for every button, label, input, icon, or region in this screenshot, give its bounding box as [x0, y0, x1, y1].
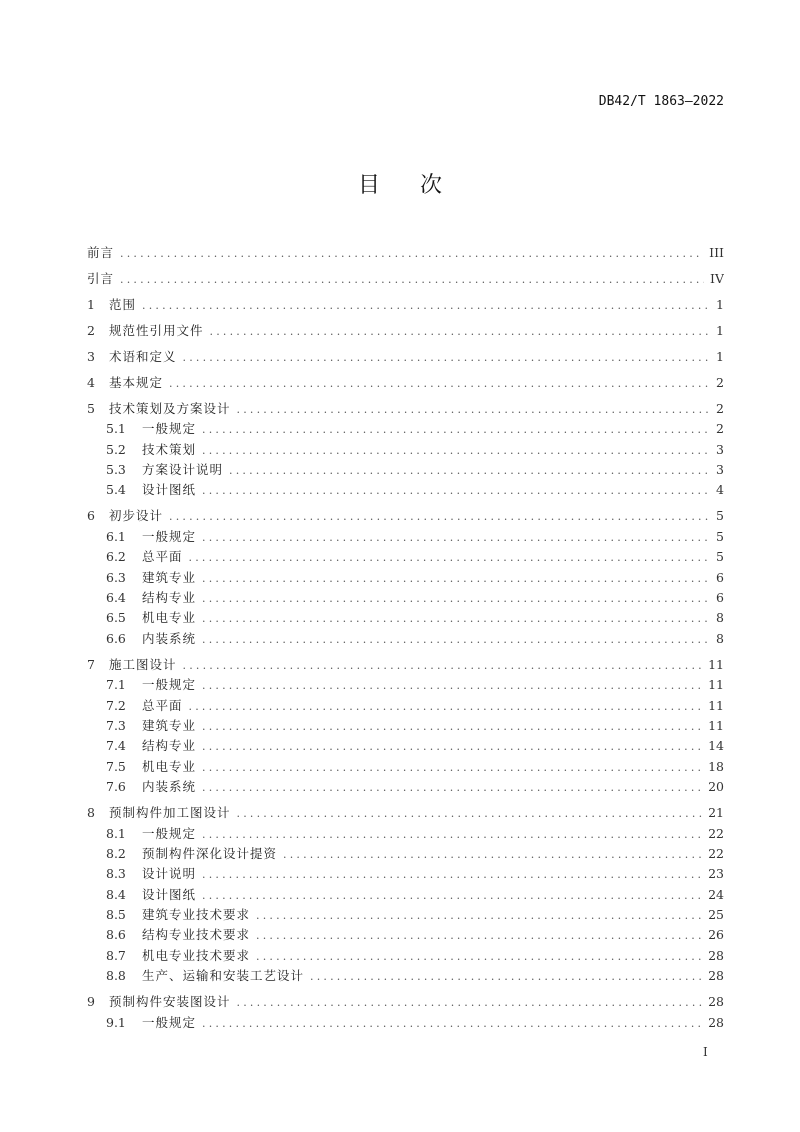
toc-subentry[interactable]	[87, 864, 724, 884]
toc-entry-page: III	[709, 245, 724, 260]
toc-entry-label: 生产、运输和安装工艺设计	[142, 968, 305, 984]
toc-entry-page: 5	[716, 528, 724, 544]
toc-subentry[interactable]	[87, 885, 724, 905]
toc-subentry[interactable]	[87, 925, 724, 945]
toc-entry-page: IV	[710, 270, 724, 286]
dot-leader	[169, 507, 708, 526]
dot-leader	[237, 993, 703, 1012]
toc-entry-number: 7.1	[106, 677, 126, 693]
toc-entry-number: 7.3	[106, 717, 126, 733]
toc-entry-page: 11	[708, 697, 724, 713]
toc-subentry[interactable]	[87, 966, 724, 986]
toc-entry-number: 8.3	[106, 866, 126, 882]
toc-entry-label: 设计图纸	[142, 482, 197, 498]
toc-entry-number: 6.6	[106, 630, 126, 646]
dot-leader	[202, 528, 708, 547]
toc-entry-label: 预制构件深化设计提资	[142, 845, 278, 861]
toc-entry-number: 6	[87, 508, 95, 524]
toc-subentry[interactable]	[87, 1013, 724, 1033]
toc-entry-label: 术语和定义	[109, 348, 177, 364]
toc-entry-label: 机电专业	[142, 758, 197, 774]
toc-entry-number: 5.1	[106, 421, 126, 437]
dot-leader	[229, 461, 708, 480]
toc-entry-label: 预制构件加工图设计	[109, 805, 231, 821]
toc-entry-page: 21	[708, 805, 724, 821]
toc-entry[interactable]	[87, 992, 724, 1012]
toc-entry[interactable]	[87, 655, 724, 675]
toc-entry-label: 建筑专业技术要求	[142, 907, 251, 923]
toc-entry-number: 3	[87, 348, 95, 364]
toc-entry-number: 8.1	[106, 825, 126, 841]
toc-entry-label: 内装系统	[142, 630, 197, 646]
toc-subentry[interactable]	[87, 736, 724, 756]
toc-subentry[interactable]	[87, 440, 724, 460]
dot-leader	[202, 481, 708, 500]
toc-subentry[interactable]	[87, 480, 724, 500]
toc-entry-label: 方案设计说明	[142, 462, 224, 478]
dot-leader	[120, 270, 704, 289]
toc-entry-number: 9	[87, 994, 95, 1010]
dot-leader	[202, 717, 702, 736]
toc-entry-label: 机电专业技术要求	[142, 947, 251, 963]
toc-entry-number: 7.2	[106, 697, 126, 713]
dot-leader	[210, 322, 708, 341]
toc-entry-page: 6	[716, 590, 724, 606]
toc-subentry[interactable]	[87, 608, 724, 628]
toc-entry[interactable]	[87, 295, 724, 315]
toc-entry-number: 1	[87, 296, 95, 312]
toc-entry-label: 结构专业	[142, 738, 197, 754]
toc-subentry[interactable]	[87, 460, 724, 480]
toc-subentry[interactable]	[87, 946, 724, 966]
toc-entry-number: 8.6	[106, 927, 126, 943]
toc-subentry[interactable]	[87, 419, 724, 439]
toc-entry-label: 一般规定	[142, 421, 197, 437]
dot-leader	[202, 758, 702, 777]
toc-entry-label: 技术策划及方案设计	[109, 400, 231, 416]
toc-subentry[interactable]	[87, 844, 724, 864]
toc-entry-page: 28	[708, 1014, 724, 1030]
dot-leader	[202, 676, 702, 695]
dot-leader	[202, 630, 708, 649]
dot-leader	[256, 947, 702, 966]
toc-entry-page: 28	[708, 968, 724, 984]
toc-entry-number: 6.1	[106, 528, 126, 544]
toc-entry-label: 设计图纸	[142, 886, 197, 902]
toc-entry-number: 8.8	[106, 968, 126, 984]
toc-entry-label: 一般规定	[142, 1014, 197, 1030]
toc-entry-page: 23	[708, 866, 724, 882]
toc-entry-number: 7.4	[106, 738, 126, 754]
toc-entry-page: 22	[708, 845, 724, 861]
page-title: 目次	[357, 173, 482, 198]
toc-entry-page: 18	[708, 758, 724, 774]
toc-entry-number: 6.5	[106, 610, 126, 626]
toc-entry-page: 2	[716, 421, 724, 437]
toc-entry-label: 一般规定	[142, 677, 197, 693]
toc-entry-page: 8	[716, 610, 724, 626]
toc-entry-label: 一般规定	[142, 528, 197, 544]
table-of-contents	[87, 243, 724, 1033]
toc-entry-label: 总平面	[142, 549, 183, 565]
toc-entry-label: 基本规定	[109, 374, 164, 390]
toc-entry-page: 1	[716, 296, 724, 312]
toc-entry-number: 5	[87, 400, 95, 416]
toc-subentry[interactable]	[87, 568, 724, 588]
toc-subentry[interactable]	[87, 547, 724, 567]
dot-leader	[183, 656, 703, 675]
toc-entry[interactable]	[87, 373, 724, 393]
dot-leader	[256, 926, 702, 945]
toc-entry-label: 施工图设计	[109, 656, 177, 672]
toc-subentry[interactable]	[87, 588, 724, 608]
dot-leader	[202, 441, 708, 460]
toc-entry-label: 规范性引用文件	[109, 322, 204, 338]
dot-leader	[202, 825, 702, 844]
toc-entry-label: 预制构件安装图设计	[109, 994, 231, 1010]
toc-entry-label: 机电专业	[142, 610, 197, 626]
toc-entry-number: 4	[87, 374, 95, 390]
toc-subentry[interactable]	[87, 696, 724, 716]
dot-leader	[202, 737, 702, 756]
toc-entry-label: 范围	[109, 296, 137, 312]
dot-leader	[183, 348, 708, 367]
toc-entry-page: 3	[716, 441, 724, 457]
toc-subentry[interactable]	[87, 777, 724, 797]
toc-entry-page: 1	[716, 322, 724, 338]
toc-entry[interactable]	[87, 243, 724, 263]
dot-leader	[237, 804, 703, 823]
dot-leader	[202, 609, 708, 628]
toc-entry-label: 内装系统	[142, 779, 197, 795]
toc-subentry[interactable]	[87, 716, 724, 736]
toc-entry-label: 初步设计	[109, 508, 164, 524]
page-folio: I	[703, 1045, 708, 1059]
toc-entry[interactable]	[87, 506, 724, 526]
toc-entry-page: 2	[716, 400, 724, 416]
toc-entry-number: 7	[87, 656, 95, 672]
toc-entry-number: 6.3	[106, 569, 126, 585]
toc-entry-page: 24	[708, 886, 724, 902]
toc-entry-label: 技术策划	[142, 441, 197, 457]
dot-leader	[202, 420, 708, 439]
dot-leader	[169, 374, 708, 393]
dot-leader	[237, 400, 708, 419]
dot-leader	[189, 697, 703, 716]
toc-entry-label: 总平面	[142, 697, 183, 713]
toc-entry-page: 11	[708, 717, 724, 733]
toc-entry-number: 7.5	[106, 758, 126, 774]
dot-leader	[310, 967, 702, 986]
toc-entry-page: 26	[708, 927, 724, 943]
toc-entry[interactable]	[87, 803, 724, 823]
toc-entry-number: 6.2	[106, 549, 126, 565]
toc-entry-number: 5.2	[106, 441, 126, 457]
toc-entry-number: 5.3	[106, 462, 126, 478]
toc-subentry[interactable]	[87, 675, 724, 695]
toc-entry-page: 11	[708, 677, 724, 693]
toc-entry-page: 1	[716, 348, 724, 364]
toc-entry-number: 8.2	[106, 845, 126, 861]
toc-entry-label: 前言	[87, 245, 115, 260]
toc-entry-number: 8.7	[106, 947, 126, 963]
toc-entry-label: 引言	[87, 270, 115, 286]
toc-entry-page: 5	[716, 508, 724, 524]
toc-subentry[interactable]	[87, 527, 724, 547]
toc-entry-number: 8.4	[106, 886, 126, 902]
toc-entry[interactable]	[87, 321, 724, 341]
toc-entry-page: 28	[708, 994, 724, 1010]
toc-entry-number: 7.6	[106, 779, 126, 795]
dot-leader	[189, 548, 708, 567]
toc-entry-label: 结构专业技术要求	[142, 927, 251, 943]
dot-leader	[202, 778, 702, 797]
toc-entry-page: 4	[716, 482, 724, 498]
dot-leader	[202, 569, 708, 588]
toc-entry-page: 25	[708, 907, 724, 923]
toc-entry-label: 建筑专业	[142, 717, 197, 733]
toc-entry-label: 设计说明	[142, 866, 197, 882]
dot-leader	[202, 865, 702, 884]
standard-code: DB42/T 1863—2022	[598, 94, 724, 109]
toc-entry-page: 28	[708, 947, 724, 963]
toc-entry-label: 结构专业	[142, 590, 197, 606]
dot-leader	[142, 296, 708, 315]
toc-entry-page: 8	[716, 630, 724, 646]
toc-subentry[interactable]	[87, 757, 724, 777]
toc-entry-label: 建筑专业	[142, 569, 197, 585]
toc-subentry[interactable]	[87, 629, 724, 649]
toc-entry-number: 8.5	[106, 907, 126, 923]
toc-entry[interactable]	[87, 347, 724, 367]
toc-entry[interactable]	[87, 269, 724, 289]
dot-leader	[202, 589, 708, 608]
toc-entry-number: 8	[87, 805, 95, 821]
dot-leader	[256, 906, 702, 925]
toc-entry-page: 11	[708, 656, 724, 672]
toc-entry-number: 6.4	[106, 590, 126, 606]
toc-entry-page: 22	[708, 825, 724, 841]
toc-entry-page: 2	[716, 374, 724, 390]
dot-leader	[202, 886, 702, 905]
toc-entry-number: 5.4	[106, 482, 126, 498]
toc-entry-page: 6	[716, 569, 724, 585]
toc-entry-page: 14	[708, 738, 724, 754]
dot-leader	[120, 244, 703, 263]
toc-entry-page: 3	[716, 462, 724, 478]
toc-entry[interactable]	[87, 399, 724, 419]
dot-leader	[283, 845, 702, 864]
toc-entry-number: 2	[87, 322, 95, 338]
toc-entry-number: 9.1	[106, 1014, 126, 1030]
toc-subentry[interactable]	[87, 824, 724, 844]
toc-entry-label: 一般规定	[142, 825, 197, 841]
toc-entry-page: 20	[708, 779, 724, 795]
toc-subentry[interactable]	[87, 905, 724, 925]
toc-entry-page: 5	[716, 549, 724, 565]
dot-leader	[202, 1014, 702, 1033]
